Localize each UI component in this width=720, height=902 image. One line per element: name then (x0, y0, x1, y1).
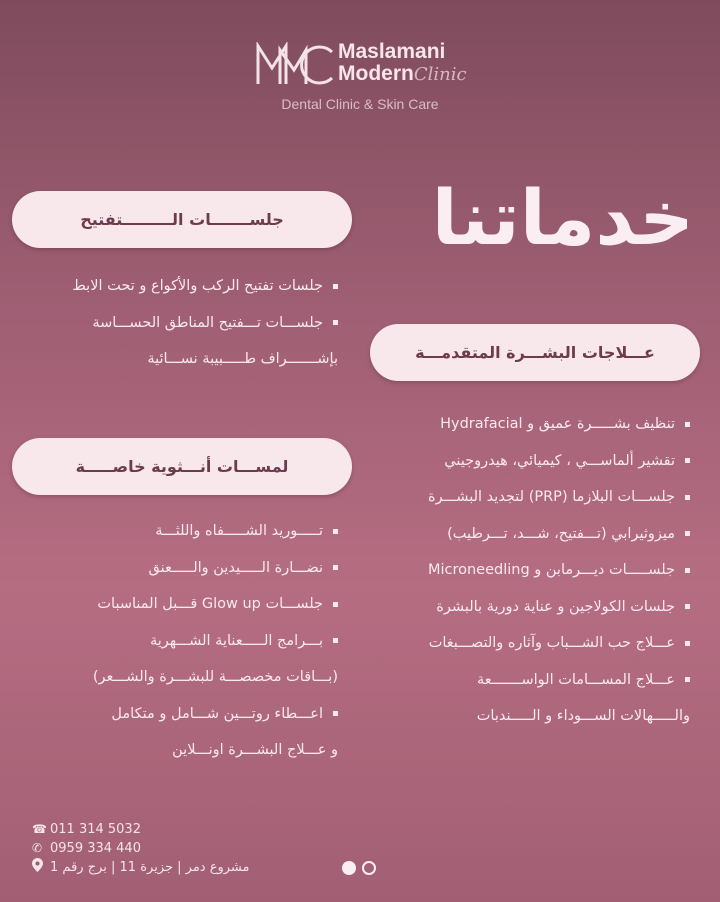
contact-landline: ☎ 011 314 5032 (32, 822, 141, 837)
phone-icon: ✆ (32, 841, 43, 855)
bullet-icon (685, 458, 690, 463)
bullet-icon (685, 641, 690, 646)
telephone-icon: ☎ (32, 822, 47, 836)
feminine-services-list (18, 513, 338, 769)
list-item: جلســـــات ديـــرمابن و Microneedling (390, 552, 690, 589)
list-item: و عـــلاج البشـــرة اونـــلاين (172, 742, 338, 758)
contact-mobile: ✆ 0959 334 440 (32, 841, 141, 856)
brand-name-line2 (338, 62, 467, 86)
list-item: جلســـات تـــفتيح المناطق الحســـاسة (18, 305, 338, 342)
list-item: جلســـات Glow up قـــبل المناسبات (18, 586, 338, 623)
opening-services-list (18, 268, 338, 378)
list-item: والـــــهالات الســـوداء و الـــــندبات (476, 708, 690, 724)
list-item: اعـــطاء روتـــين شـــامل و متكامل (18, 696, 338, 733)
contact-address: مشروع دمر | جزيرة 11 | برج رقم 1 (32, 858, 250, 877)
bullet-icon (333, 529, 338, 534)
mmc-monogram-icon (256, 42, 334, 86)
list-item: (بـــاقات مخصصـــة للبشـــرة والشـــعر) (92, 669, 338, 685)
list-item: تقشير ألماســـي ، كيميائي، هيدروجيني (390, 443, 690, 480)
bullet-icon (333, 565, 338, 570)
bullet-icon (685, 422, 690, 427)
list-item: تـــــوريد الشـــــفاه واللثـــة (18, 513, 338, 550)
section-heading-skin: عـــلاجات البشـــرة المتقدمـــة (370, 324, 700, 381)
bullet-icon (333, 284, 338, 289)
brand-name-line1: Maslamani (338, 40, 446, 63)
bullet-icon (685, 568, 690, 573)
page-title: خدماتنا (431, 173, 694, 262)
list-item: جلســـات البلازما (PRP) لتجديد البشـــرة (390, 479, 690, 516)
list-item: جلسات تفتيح الركب والأكواع و تحت الابط (18, 268, 338, 305)
brand-modern: Modern (338, 62, 414, 85)
brand-tagline: Dental Clinic & Skin Care (281, 96, 439, 112)
bullet-icon (685, 495, 690, 500)
bullet-icon (685, 531, 690, 536)
pager-dot-1[interactable] (342, 861, 356, 875)
bullet-icon (333, 638, 338, 643)
bullet-icon (333, 711, 338, 716)
skin-services-list (390, 406, 690, 735)
contact-info (32, 820, 250, 877)
list-item: بإشـــــــراف طـــــبيبة نســـائية (147, 351, 338, 367)
carousel-pager (342, 860, 382, 879)
pager-dot-2[interactable] (362, 861, 376, 875)
list-item: نضـــارة الـــــيدين والـــــعنق (18, 550, 338, 587)
list-item: عـــلاج حب الشـــباب وآثاره والتصـــبغات (390, 625, 690, 662)
list-item: ميزوثيرابي (تـــفتيح، شـــد، تـــرطيب) (390, 516, 690, 553)
bullet-icon (333, 602, 338, 607)
section-heading-opening: جلســـــــات الـــــــــتفتيح (12, 191, 352, 248)
section-heading-feminine: لمســـات أنـــثوية خاصـــــة (12, 438, 352, 495)
list-item: عـــلاج المســـامات الواســـــــعة (390, 662, 690, 699)
brand-clinic-script: Clinic (413, 64, 467, 85)
bullet-icon (685, 677, 690, 682)
list-item: جلسات الكولاجين و عناية دورية بالبشرة (390, 589, 690, 626)
bullet-icon (685, 604, 690, 609)
clinic-logo (0, 40, 720, 130)
list-item: تنظيف بشـــــرة عميق و Hydrafacial (390, 406, 690, 443)
bullet-icon (333, 320, 338, 325)
location-pin-icon (32, 858, 50, 878)
list-item: بـــرامج الـــــعناية الشـــهرية (18, 623, 338, 660)
